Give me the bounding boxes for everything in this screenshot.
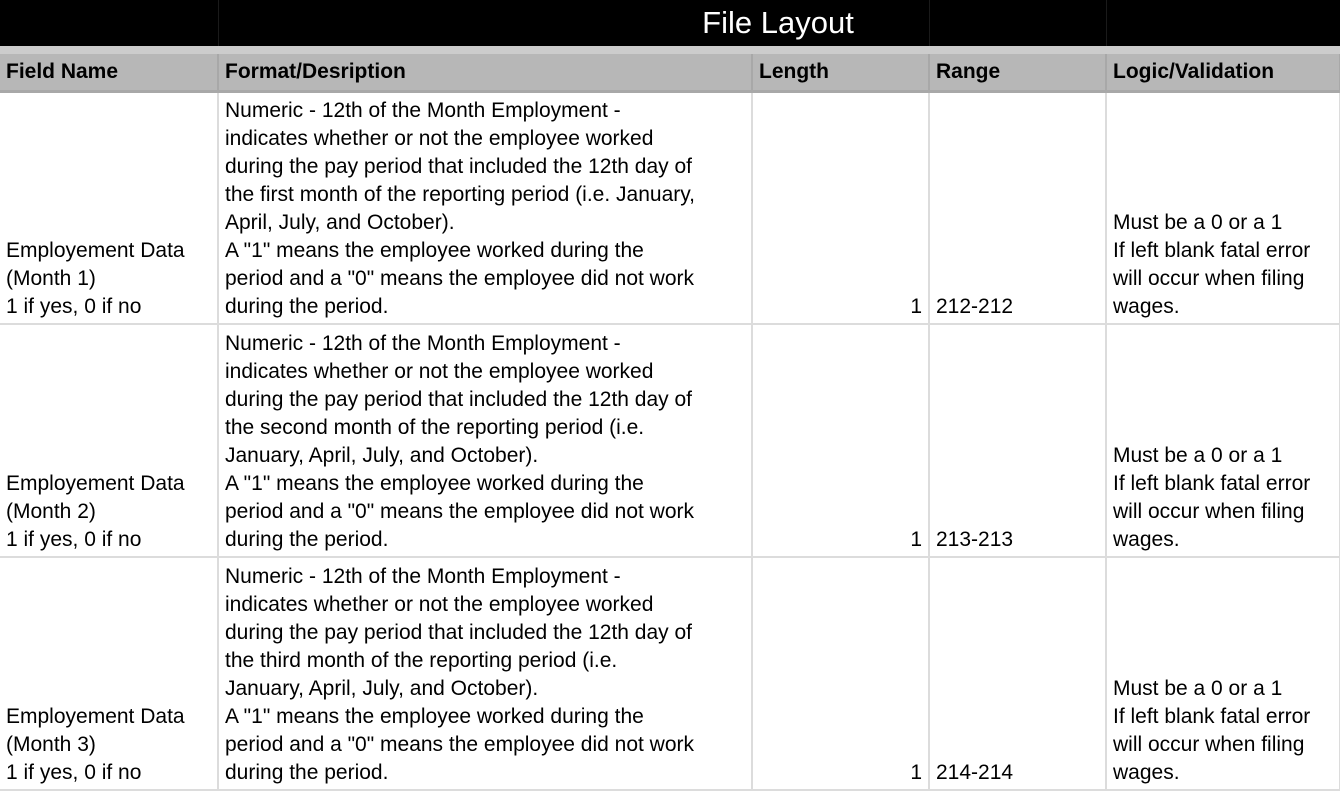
description-cell[interactable]: Numeric - 12th of the Month Employment - indicates whether or not the employee worked during the pay period that included the 12th day of the second month of the reporting period (i.e. January, April, July, and October). A "1" means the employee worked during the period and a "0" means the employee did not work during the period. xyxy=(218,324,752,557)
title-bar xyxy=(0,0,1340,46)
length-cell[interactable]: 1 xyxy=(752,557,929,790)
file-layout-table xyxy=(0,54,1340,791)
length-cell[interactable]: 1 xyxy=(752,324,929,557)
table-row xyxy=(0,324,1340,557)
description-cell[interactable]: Numeric - 12th of the Month Employment - indicates whether or not the employee worked during the pay period that included the 12th day of the third month of the reporting period (i.e. January, April, July, and October). A "1" means the employee worked during the period and a "0" means the employee did not work during the period. xyxy=(218,557,752,790)
header-length[interactable]: Length xyxy=(752,54,929,91)
logic-cell[interactable]: Must be a 0 or a 1 If left blank fatal error will occur when filing wages. xyxy=(1106,557,1340,790)
field-name-cell[interactable]: Employement Data (Month 1) 1 if yes, 0 if no xyxy=(0,91,218,324)
header-format-description[interactable]: Format/Desription xyxy=(218,54,752,91)
range-cell[interactable]: 213-213 xyxy=(929,324,1106,557)
table-row xyxy=(0,557,1340,790)
header-separator xyxy=(0,46,1340,54)
field-name-cell[interactable]: Employement Data (Month 2) 1 if yes, 0 if no xyxy=(0,324,218,557)
logic-cell[interactable]: Must be a 0 or a 1 If left blank fatal error will occur when filing wages. xyxy=(1106,324,1340,557)
logic-cell[interactable]: Must be a 0 or a 1 If left blank fatal error will occur when filing wages. xyxy=(1106,91,1340,324)
field-name-cell[interactable]: Employement Data (Month 3) 1 if yes, 0 if no xyxy=(0,557,218,790)
length-cell[interactable]: 1 xyxy=(752,91,929,324)
header-row xyxy=(0,54,1340,91)
range-cell[interactable]: 214-214 xyxy=(929,557,1106,790)
table-row xyxy=(0,91,1340,324)
sheet-title: File Layout xyxy=(702,5,854,40)
header-logic-validation[interactable]: Logic/Validation xyxy=(1106,54,1340,91)
header-field-name[interactable]: Field Name xyxy=(0,54,218,91)
range-cell[interactable]: 212-212 xyxy=(929,91,1106,324)
header-range[interactable]: Range xyxy=(929,54,1106,91)
description-cell[interactable]: Numeric - 12th of the Month Employment - indicates whether or not the employee worked during the pay period that included the 12th day of the first month of the reporting period (i.e. January, April, July, and October). A "1" means the employee worked during the period and a "0" means the employee did not work during the period. xyxy=(218,91,752,324)
